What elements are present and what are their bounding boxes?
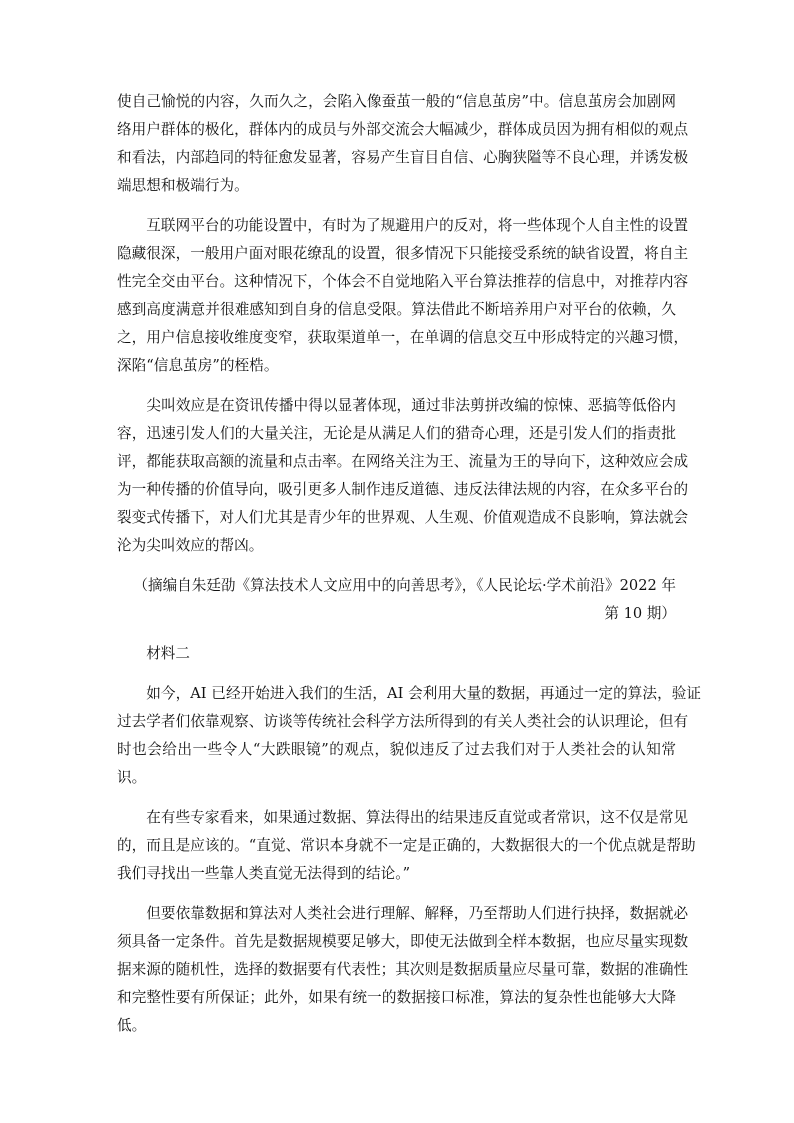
source-citation: [117, 572, 676, 628]
text-line: 和完整性要有所保证；此外，如果有统一的数据接口标准，算法的复杂性也能够大大降: [117, 989, 676, 1006]
text-line: 须具备一定条件。首先是数据规模要足够大，即使无法做到全样本数据，也应尽量实现数: [117, 933, 689, 950]
text-line: 如今，AI 已经开始进入我们的生活，AI 会利用大量的数据，再通过一定的算法，验证: [117, 685, 702, 702]
text-line: 感到高度满意并很难感知到自身的信息受限。算法借此不断培养用户对平台的依赖，久: [117, 301, 676, 318]
text-line: 容，迅速引发人们的大量关注，无论是从满足人们的猎奇心理，还是引发人们的指责批: [117, 425, 676, 442]
text-line: 识。: [117, 769, 147, 786]
text-line: 之，用户信息接收维度变窄，获取渠道单一，在单调的信息交互中形成特定的兴趣习惯，: [117, 329, 689, 346]
citation-line: （摘编自朱廷劭《算法技术人文应用中的向善思考》，《人民论坛·学术前沿》2022 年: [133, 577, 676, 594]
paragraph-data-conditions: [117, 900, 689, 1040]
section-heading-material-two: 材料二: [117, 645, 190, 662]
text-line: 我们寻找出一些靠人类直觉无法得到的结论。”: [117, 865, 411, 882]
text-line: 评，都能获取高额的流量和点击率。在网络关注为王、流量为王的导向下，这种效应会成: [117, 453, 689, 470]
paragraph-ai-data: [117, 680, 702, 792]
text-line: 互联网平台的功能设置中，有时为了规避用户的反对，将一些体现个人自主性的设置: [117, 217, 689, 234]
text-line: 沦为尖叫效应的帮凶。: [117, 537, 264, 554]
text-line: 使自己愉悦的内容，久而久之，会陷入像蚕茧一般的“信息茧房”中。信息茧房会加剧网: [117, 93, 676, 110]
paragraph-expert-view: [117, 804, 696, 888]
text-line: 过去学者们依靠观察、访谈等传统社会科学方法所得到的有关人类社会的认识理论，但有: [117, 713, 689, 730]
text-line: 但要依靠数据和算法对人类社会进行理解、解释，乃至帮助人们进行抉择，数据就必: [117, 905, 689, 922]
text-line: 性完全交由平台。这种情况下，个体会不自觉地陷入平台算法推荐的信息中，对推荐内容: [117, 273, 689, 290]
text-line: 为一种传播的价值导向，吸引更多人制作违反道德、违反法律法规的内容，在众多平台的: [117, 481, 689, 498]
text-line: 时也会给出一些令人“大跌眼镜”的观点，貌似违反了过去我们对于人类社会的认知常: [117, 741, 676, 758]
text-line: 端思想和极端行为。: [117, 177, 249, 194]
text-line: 隐藏很深，一般用户面对眼花缭乱的设置，很多情况下只能接受系统的缺省设置，将自主: [117, 245, 689, 262]
text-line: 低。: [117, 1017, 147, 1034]
text-line: 络用户群体的极化，群体内的成员与外部交流会大幅减少，群体成员因为拥有相似的观点: [117, 121, 689, 138]
text-line: 尖叫效应是在资讯传播中得以显著体现，通过非法剪拼改编的惊悚、恶搞等低俗内: [117, 397, 676, 414]
paragraph-scream-effect: [117, 392, 689, 560]
text-line: 深陷“信息茧房”的桎梏。: [117, 357, 279, 374]
text-line: 和看法，内部趋同的特征愈发显著，容易产生盲目自信、心胸狭隘等不良心理，并诱发极: [117, 149, 689, 166]
text-line: 的，而且是应该的。“直觉、常识本身就不一定是正确的，大数据很大的一个优点就是帮助: [117, 837, 696, 854]
paragraph-platform-settings: [117, 212, 689, 380]
citation-line: 第 10 期）: [604, 605, 676, 622]
text-line: 裂变式传播下，对人们尤其是青少年的世界观、人生观、价值观造成不良影响，算法就会: [117, 509, 689, 526]
document-body: [117, 88, 702, 1040]
paragraph-info-cocoon: [117, 88, 689, 200]
text-line: 在有些专家看来，如果通过数据、算法得出的结果违反直觉或者常识，这不仅是常见: [117, 809, 689, 826]
text-line: 据来源的随机性，选择的数据要有代表性；其次则是数据质量应尽量可靠，数据的准确性: [117, 961, 689, 978]
